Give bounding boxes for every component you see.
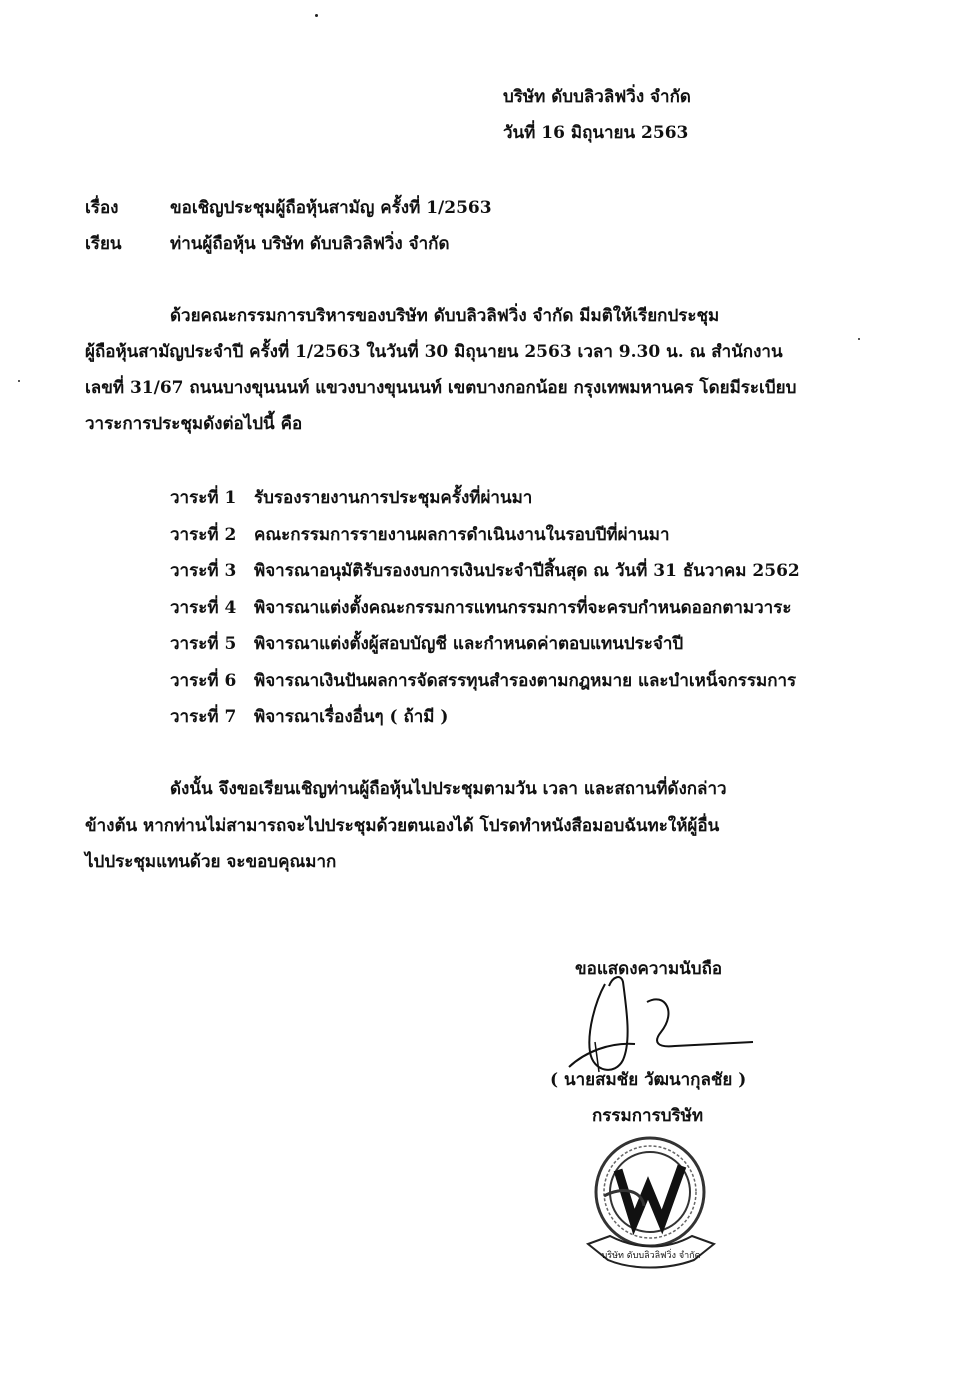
letter-date: วันที่ 16 มิถุนายน 2563 — [503, 123, 689, 143]
recipient-label: เรียน — [85, 234, 122, 254]
agenda-label: วาระที่ 3 — [170, 561, 237, 581]
intro-line: เลขที่ 31/67 ถนนบางขุนนนท์ แขวงบางขุนนนท์ เขตบางกอกน้อย กรุงเทพมหานคร โดยมีระเบียบ — [85, 378, 797, 398]
agenda-text: คณะกรรมการรายงานผลการดำเนินงานในรอบปีที่ผ่านมา — [254, 525, 670, 545]
scan-speck — [858, 338, 860, 340]
agenda-text: รับรองรายงานการประชุมครั้งที่ผ่านมา — [254, 488, 533, 508]
agenda-text: พิจารณาเรื่องอื่นๆ ( ถ้ามี ) — [254, 707, 449, 727]
scan-speck — [18, 380, 20, 382]
closing-line: ข้างต้น หากท่านไม่สามารถจะไปประชุมด้วยตนเองได้ โปรดทำหนังสือมอบฉันทะให้ผู้อื่น — [85, 816, 720, 836]
company-seal-stamp — [582, 1126, 722, 1276]
agenda-text: พิจารณาแต่งตั้งผู้สอบบัญชี และกำหนดค่าตอบแทนประจำปี — [254, 634, 684, 654]
intro-line: วาระการประชุมดังต่อไปนี้ คือ — [85, 414, 303, 434]
intro-line: ผู้ถือหุ้นสามัญประจำปี ครั้งที่ 1/2563 ในวันที่ 30 มิถุนายน 2563 เวลา 9.30 น. ณ สำนักงาน — [85, 342, 783, 362]
seal-text: บริษัท ดับบลิวลิฟวิ่ง จำกัด — [601, 1251, 701, 1261]
subject-text: ขอเชิญประชุมผู้ถือหุ้นสามัญ ครั้งที่ 1/2563 — [170, 198, 492, 218]
agenda-label: วาระที่ 2 — [170, 525, 237, 545]
agenda-label: วาระที่ 7 — [170, 707, 237, 727]
closing-line: ดังนั้น จึงขอเรียนเชิญท่านผู้ถือหุ้นไปประชุมตามวัน เวลา และสถานที่ดังกล่าว — [170, 779, 727, 799]
agenda-label: วาระที่ 6 — [170, 671, 237, 691]
handwritten-signature — [565, 972, 765, 1082]
subject-label: เรื่อง — [85, 198, 119, 218]
agenda-text: พิจารณาอนุมัติรับรองงบการเงินประจำปีสิ้นสุด ณ วันที่ 31 ธันวาคม 2562 — [254, 561, 800, 581]
signatory-position: กรรมการบริษัท — [592, 1106, 704, 1126]
closing-greeting: ขอแสดงความนับถือ — [575, 959, 723, 979]
scan-speck — [315, 14, 318, 17]
signatory-name: ( นายสมชัย วัฒนากุลชัย ) — [550, 1070, 747, 1090]
agenda-text: พิจารณาเงินปันผลการจัดสรรทุนสำรองตามกฎหมาย และบำเหน็จกรรมการ — [254, 671, 797, 691]
recipient-text: ท่านผู้ถือหุ้น บริษัท ดับบลิวลิฟวิ่ง จำกัด — [170, 234, 450, 254]
agenda-label: วาระที่ 1 — [170, 488, 237, 508]
intro-line: ด้วยคณะกรรมการบริหารของบริษัท ดับบลิวลิฟวิ่ง จำกัด มีมติให้เรียกประชุม — [170, 306, 720, 326]
agenda-text: พิจารณาแต่งตั้งคณะกรรมการแทนกรรมการที่จะครบกำหนดออกตามวาระ — [254, 598, 792, 618]
closing-line: ไปประชุมแทนด้วย จะขอบคุณมาก — [85, 852, 337, 872]
company-name: บริษัท ดับบลิวลิฟวิ่ง จำกัด — [503, 87, 691, 107]
agenda-label: วาระที่ 4 — [170, 598, 237, 618]
agenda-label: วาระที่ 5 — [170, 634, 237, 654]
